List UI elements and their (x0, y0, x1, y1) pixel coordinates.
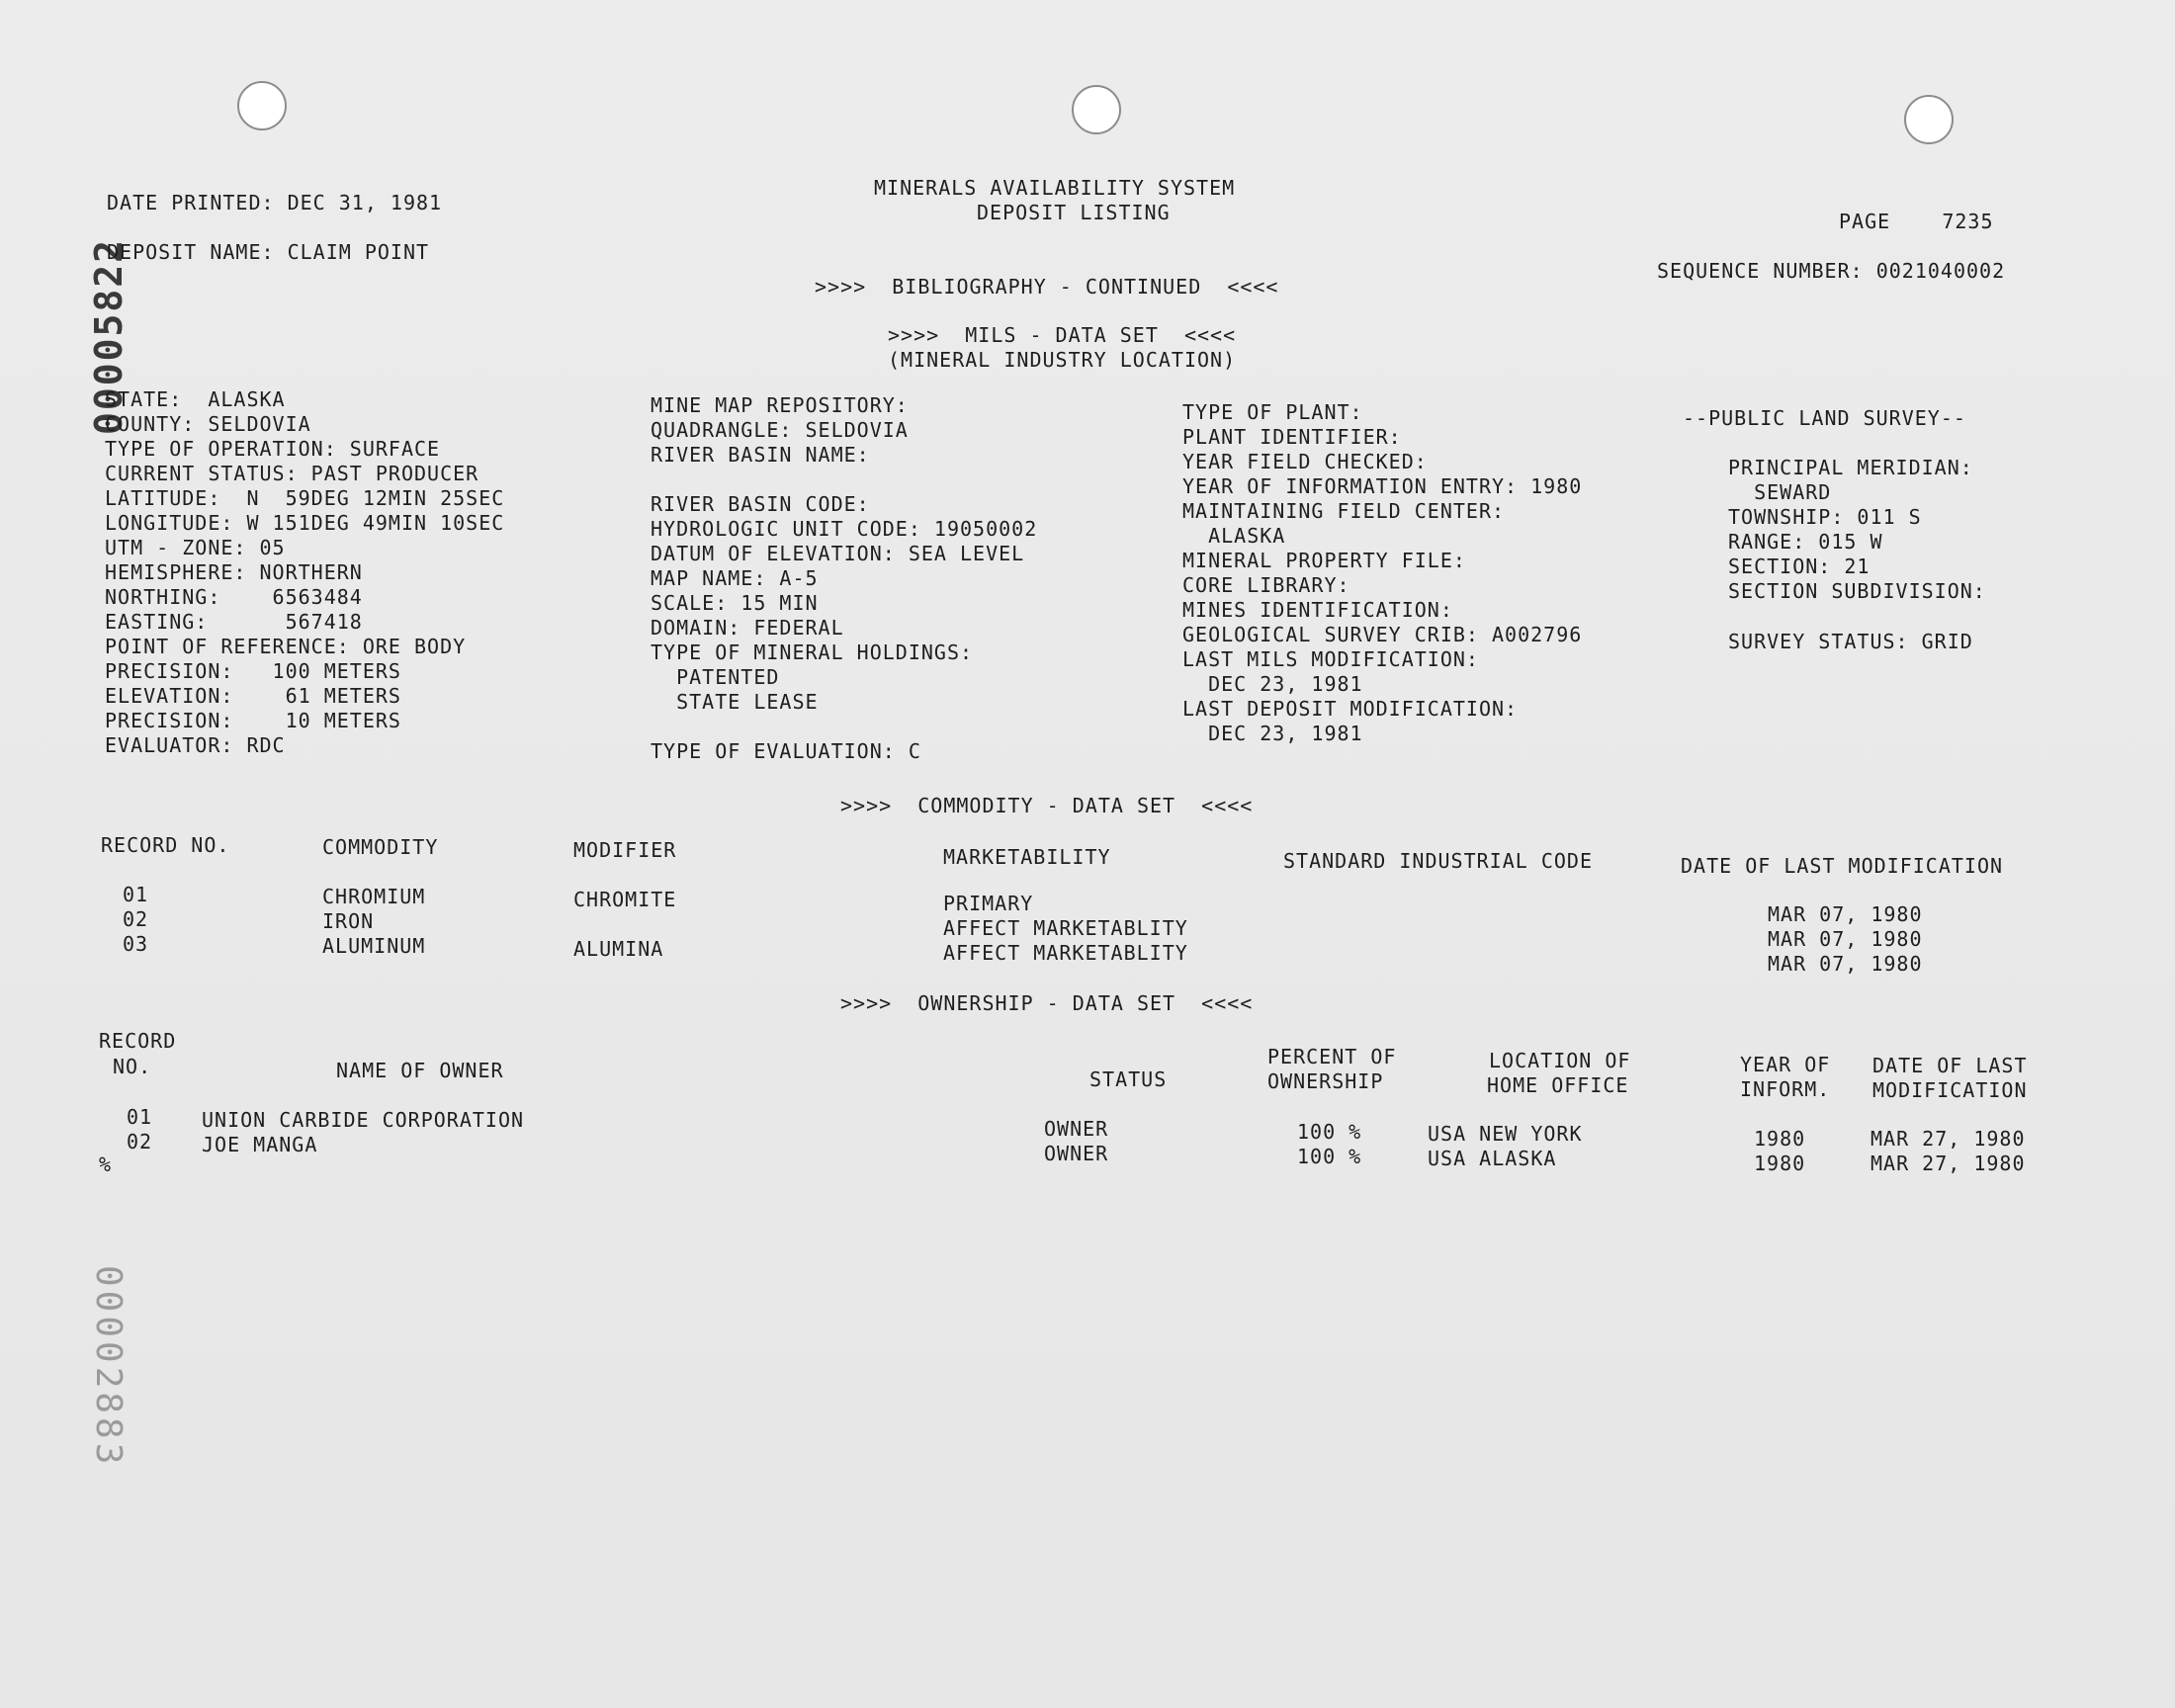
field-line: STATE: ALASKA (105, 387, 286, 411)
marketability-cell: AFFECT MARKETABLITY (943, 941, 1188, 965)
field-line: MAP NAME: A-5 (651, 566, 819, 590)
field-line: PLANT IDENTIFIER: (1182, 425, 1402, 449)
field-line: ALASKA (1182, 524, 1286, 548)
field-line: SCALE: 15 MIN (651, 591, 819, 615)
field-line: QUADRANGLE: SELDOVIA (651, 418, 909, 442)
ownership-header-record-1: RECORD (99, 1029, 177, 1053)
field-line: DATUM OF ELEVATION: SEA LEVEL (651, 542, 1025, 565)
ownership-header-location-1: LOCATION OF (1489, 1049, 1631, 1072)
ownership-header-location-2: HOME OFFICE (1487, 1073, 1629, 1097)
ownership-header-year-2: INFORM. (1740, 1077, 1831, 1101)
commodity-header-commodity: COMMODITY (322, 835, 439, 859)
field-line: MINES IDENTIFICATION: (1182, 598, 1453, 622)
field-line: PRINCIPAL MERIDIAN: (1728, 456, 1973, 479)
field-line: TYPE OF MINERAL HOLDINGS: (651, 640, 974, 664)
field-line: PATENTED (651, 665, 780, 689)
commodity-cell: ALUMINUM (322, 934, 426, 958)
field-line: DOMAIN: FEDERAL (651, 616, 844, 640)
status-cell: OWNER (1044, 1117, 1109, 1141)
field-line: LAST MILS MODIFICATION: (1182, 647, 1479, 671)
page-number: PAGE 7235 (1839, 210, 1994, 233)
record-cell: 02 (127, 1130, 153, 1153)
year-cell: 1980 (1754, 1152, 1806, 1175)
field-line: PRECISION: 10 METERS (105, 709, 401, 732)
record-cell: 01 (123, 883, 149, 906)
date-cell: MAR 07, 1980 (1768, 902, 1923, 926)
field-line: HEMISPHERE: NORTHERN (105, 560, 363, 584)
record-cell: 03 (123, 932, 149, 956)
field-line: GEOLOGICAL SURVEY CRIB: A002796 (1182, 623, 1583, 646)
commodity-header-date: DATE OF LAST MODIFICATION (1681, 854, 2004, 878)
field-line: POINT OF REFERENCE: ORE BODY (105, 635, 467, 658)
commodity-header-sic: STANDARD INDUSTRIAL CODE (1283, 849, 1593, 873)
field-line: RIVER BASIN CODE: (651, 492, 870, 516)
year-cell: 1980 (1754, 1127, 1806, 1151)
field-line: STATE LEASE (651, 690, 819, 714)
commodity-cell: IRON (322, 909, 375, 933)
marketability-cell: AFFECT MARKETABLITY (943, 916, 1188, 940)
date-cell: MAR 07, 1980 (1768, 927, 1923, 951)
owner-name-cell: JOE MANGA (202, 1133, 318, 1156)
ownership-header-year-1: YEAR OF (1740, 1053, 1831, 1076)
date-cell: MAR 27, 1980 (1870, 1152, 2026, 1175)
commodity-heading: >>>> COMMODITY - DATA SET <<<< (840, 794, 1254, 817)
location-cell: USA NEW YORK (1428, 1122, 1583, 1146)
field-line: UTM - ZONE: 05 (105, 536, 286, 559)
field-line: MINERAL PROPERTY FILE: (1182, 549, 1466, 572)
ownership-header-percent-2: OWNERSHIP (1267, 1069, 1384, 1093)
field-line: TYPE OF EVALUATION: C (651, 739, 921, 763)
commodity-header-record: RECORD NO. (101, 833, 230, 857)
field-line: EVALUATOR: RDC (105, 733, 286, 757)
record-cell: 01 (127, 1105, 153, 1129)
field-line: TYPE OF PLANT: (1182, 400, 1363, 424)
listing-title: DEPOSIT LISTING (977, 201, 1171, 224)
percent-cell: 100 % (1297, 1145, 1362, 1168)
commodity-header-marketability: MARKETABILITY (943, 845, 1111, 869)
date-cell: MAR 07, 1980 (1768, 952, 1923, 976)
field-line: COUNTY: SELDOVIA (105, 412, 311, 436)
field-line: SEWARD (1728, 480, 1832, 504)
ownership-header-date-1: DATE OF LAST (1872, 1054, 2028, 1077)
ownership-heading: >>>> OWNERSHIP - DATA SET <<<< (840, 991, 1254, 1015)
public-land-survey-title: --PUBLIC LAND SURVEY-- (1683, 406, 1966, 430)
punch-hole-left (237, 81, 287, 130)
field-line: MINE MAP REPOSITORY: (651, 393, 909, 417)
end-marker: % (99, 1153, 113, 1176)
field-line: LAST DEPOSIT MODIFICATION: (1182, 697, 1519, 721)
field-line: TYPE OF OPERATION: SURFACE (105, 437, 441, 461)
bibliography-heading: >>>> BIBLIOGRAPHY - CONTINUED <<<< (815, 275, 1279, 299)
date-printed: DATE PRINTED: DEC 31, 1981 (107, 191, 443, 214)
ownership-header-percent-1: PERCENT OF (1267, 1045, 1397, 1068)
field-line: SECTION: 21 (1728, 555, 1870, 578)
deposit-name: DEPOSIT NAME: CLAIM POINT (107, 240, 430, 264)
field-line: HYDROLOGIC UNIT CODE: 19050002 (651, 517, 1038, 541)
percent-cell: 100 % (1297, 1120, 1362, 1144)
mils-subtitle: (MINERAL INDUSTRY LOCATION) (888, 348, 1237, 372)
ownership-header-record-2: NO. (113, 1055, 152, 1078)
modifier-cell: CHROMITE (573, 888, 677, 911)
ownership-header-status: STATUS (1089, 1068, 1168, 1091)
system-title: MINERALS AVAILABILITY SYSTEM (874, 176, 1236, 200)
field-line: RANGE: 015 W (1728, 530, 1883, 554)
commodity-header-modifier: MODIFIER (573, 838, 677, 862)
field-line: ELEVATION: 61 METERS (105, 684, 401, 708)
vertical-stamp-number: 00005822 (87, 237, 130, 435)
location-cell: USA ALASKA (1428, 1147, 1557, 1170)
field-line: EASTING: 567418 (105, 610, 363, 634)
owner-name-cell: UNION CARBIDE CORPORATION (202, 1108, 525, 1132)
ownership-header-date-2: MODIFICATION (1872, 1078, 2028, 1102)
marketability-cell: PRIMARY (943, 892, 1034, 915)
status-cell: OWNER (1044, 1142, 1109, 1165)
field-line: TOWNSHIP: 011 S (1728, 505, 1922, 529)
field-line: CORE LIBRARY: (1182, 573, 1350, 597)
field-line: SECTION SUBDIVISION: (1728, 579, 1986, 603)
field-line: LONGITUDE: W 151DEG 49MIN 10SEC (105, 511, 505, 535)
ownership-header-name: NAME OF OWNER (336, 1059, 504, 1082)
field-line: YEAR FIELD CHECKED: (1182, 450, 1428, 473)
field-line: PRECISION: 100 METERS (105, 659, 401, 683)
commodity-cell: CHROMIUM (322, 885, 426, 908)
field-line: DEC 23, 1981 (1182, 672, 1363, 696)
field-line: DEC 23, 1981 (1182, 722, 1363, 745)
modifier-cell: ALUMINA (573, 937, 664, 961)
sequence-number: SEQUENCE NUMBER: 0021040002 (1657, 259, 2006, 283)
field-line: RIVER BASIN NAME: (651, 443, 870, 467)
mils-heading: >>>> MILS - DATA SET <<<< (888, 323, 1237, 347)
field-line: YEAR OF INFORMATION ENTRY: 1980 (1182, 474, 1583, 498)
record-cell: 02 (123, 907, 149, 931)
field-line: CURRENT STATUS: PAST PRODUCER (105, 462, 479, 485)
date-cell: MAR 27, 1980 (1870, 1127, 2026, 1151)
faint-stamp-number: 00002883 (88, 1265, 129, 1469)
punch-hole-center (1072, 85, 1121, 134)
field-line: NORTHING: 6563484 (105, 585, 363, 609)
field-line: SURVEY STATUS: GRID (1728, 630, 1973, 653)
field-line: MAINTAINING FIELD CENTER: (1182, 499, 1506, 523)
field-line: LATITUDE: N 59DEG 12MIN 25SEC (105, 486, 505, 510)
punch-hole-right (1904, 95, 1954, 144)
